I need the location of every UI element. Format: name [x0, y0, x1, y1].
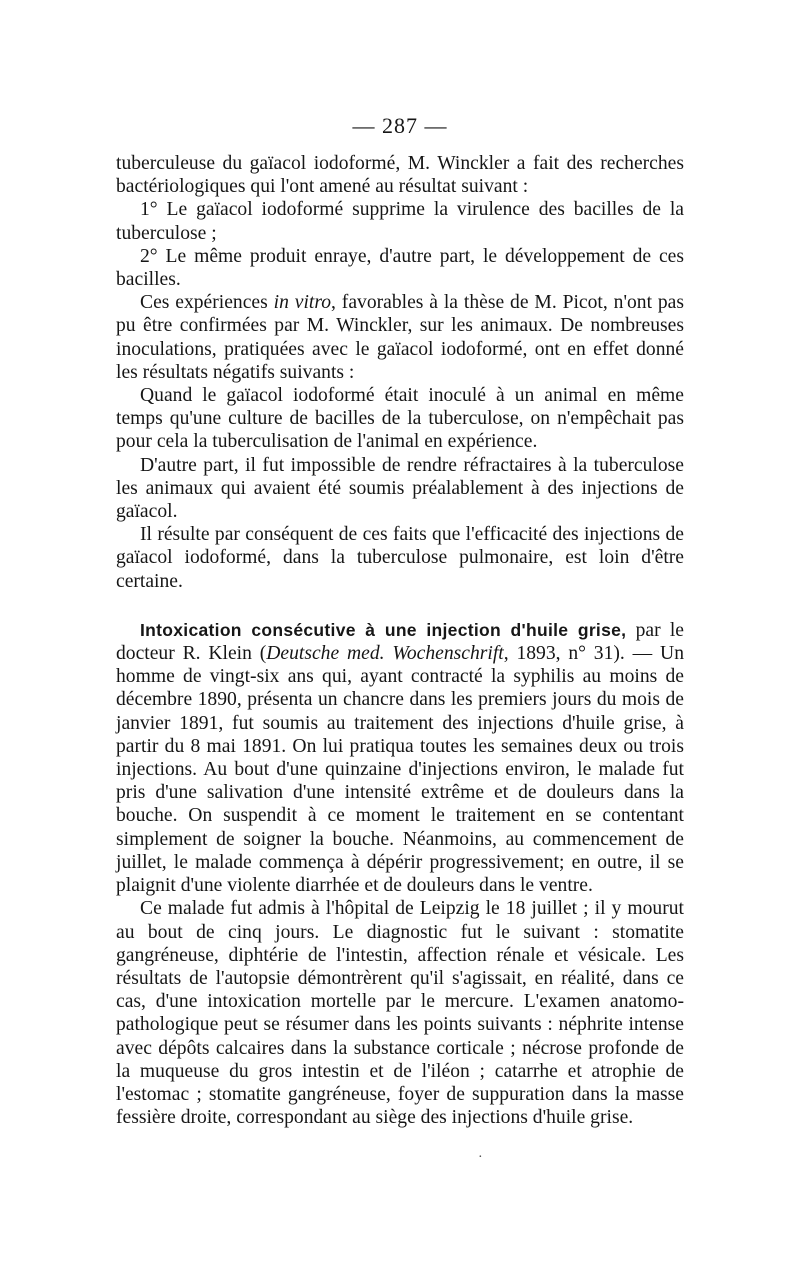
paragraph-intoxication — [116, 619, 684, 897]
document-page — [116, 112, 684, 1129]
in-vitro-phrase: in vitro — [273, 292, 332, 314]
paragraph-experiences: Ces expériences in vitro, favorables à la thèse de M. Picot, n'ont pas pu être confirmées par M. Winckler, sur les animaux. De nombreuses inoculations, pratiquées avec le gaïacol iodoformé, ont en effet donné les résultats négatifs suivants : — [116, 292, 685, 383]
paragraph-conclusion: Il résulte par conséquent de ces faits que l'efficacité des injections de gaïacol iodoformé, dans la tuberculose pulmonaire, est loin d'être certaine. — [116, 524, 684, 592]
paragraph-point-1: 1° Le gaïacol iodoformé supprime la virulence des bacilles de la tuberculose ; — [116, 199, 684, 244]
byline-pre: par le docteur R. Klein ( — [116, 619, 684, 665]
page-number: — 287 — — [352, 113, 448, 138]
paragraph-continuation: tuberculeuse du gaïacol iodoformé, M. Winckler a fait des recherches bactériologiques qui l'ont amené au résultat suivant : — [116, 153, 684, 198]
print-speck: · — [478, 1150, 483, 1165]
paragraph-point-2: 2° Le même produit enraye, d'autre part, le développement de ces bacilles. — [116, 245, 684, 291]
paragraph-autopsy: Ce malade fut admis à l'hôpital de Leipzig le 18 juillet ; il y mourut au bout de cinq jours. Le diagnostic fut le suivant : stomatite gangréneuse, diphtérie de l'intestin, affection rénale et vésicale. Les résultats de l'autopsie démontrèrent qu'il s'agissait, en réalité, dans ce cas, d'une intoxication mortelle par le mercure. L'examen anatomo-pathologique peut se résumer dans les points suivants : néphrite intense avec dépôts calcaires dans la substance corticale ; nécrose profonde de la muqueuse du gros intestin et de l'iléon ; catarrhe et atrophie de l'estomac ; stomatite gangréneuse, foyer de suppuration dans la masse fessière droite, correspondant au siège des injections d'huile grise. — [116, 898, 684, 1129]
section-heading: Intoxication consécutive à une injection d'huile grise, — [140, 619, 627, 640]
paragraph-refractory: D'autre part, il fut impossible de rendre réfractaires à la tuberculose les animaux qui avaient été soumis préalablement à des injections de gaïacol. — [116, 454, 684, 523]
byline-post: , 1893, n° 31). — Un homme de vingt-six ans qui, ayant contracté la syphilis au moins de décembre 1890, présenta un chancre dans les premiers jours du mois de janvier 1891, fut soumis au traitement des injections d'huile grise, à partir du 8 mai 1891. On lui pratiqua toutes les semaines deux ou trois injections. Au bout d'une quinzaine d'injections environ, le malade fut pris d'une salivation d'une intensité extrême et de douleurs dans la bouche. On suspendit à ce moment le traitement en se contentant simplement de soigner la bouche. Néanmoins, au commencement de juillet, le malade commença à dépérir progressivement; en outre, il se plaignit d'une violente diarrhée et de douleurs dans le ventre. — [116, 643, 684, 897]
paragraph-inoculation: Quand le gaïacol iodoformé était inoculé à un animal en même temps qu'une culture de bacilles de la tuberculose, on n'empêchait pas pour cela la tuberculisation de l'animal en expérience. — [116, 385, 684, 453]
section-gap — [116, 593, 684, 619]
journal-title: Deutsche med. Wochenschrift — [266, 643, 504, 665]
